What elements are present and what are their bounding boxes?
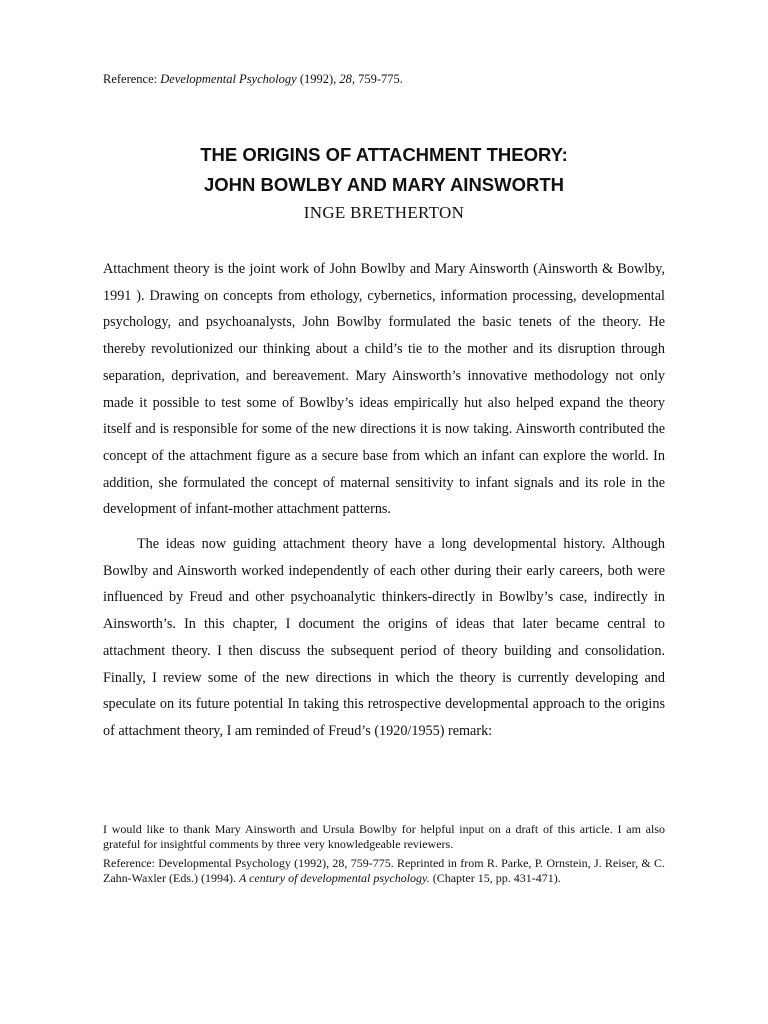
footnote-acknowledgment: I would like to thank Mary Ainsworth and Ursula Bowlby for helpful input on a draft of this article. I am also grateful for insightful comments by three very knowledgeable reviewers. — [103, 822, 665, 851]
paper-title — [103, 140, 665, 200]
reference-journal: Developmental Psychology — [160, 72, 297, 86]
author-name: INGE BRETHERTON — [303, 203, 465, 222]
footnote — [103, 822, 665, 885]
body-text — [103, 256, 665, 745]
paragraph-1: Attachment theory is the joint work of John Bowlby and Mary Ainsworth (Ainsworth & Bowlby, 1991 ). Drawing on concepts from ethology, cybernetics, information processing, developmental psychology, and psychoanalysts, John Bowlby formulated the basic tenets of the theory. He thereby revolutionized our thinking about a child’s tie to the mother and its disruption through separation, deprivation, and bereavement. Mary Ainsworth’s innovative methodology not only made it possible to test some of Bowlby’s ideas empirically hut also helped expand the theory itself and is responsible for some of the new directions it is now taking. Ainsworth contributed the concept of the attachment figure as a secure base from which an infant can explore the world. In addition, she formulated the concept of maternal sensitivity to infant signals and its role in the development of infant-mother attachment patterns. — [103, 261, 665, 518]
footnote-reference-prefix: Reference: Developmental Psychology (1992), 28, 759-775. Reprinted in from R. Parke, P. Ornstein, J. Reiser, & C. Zahn-Waxler (Eds.) (1994). — [103, 856, 665, 885]
reference-label: Reference: — [103, 72, 158, 86]
title-line-2: JOHN BOWLBY AND MARY AINSWORTH — [203, 174, 565, 195]
top-reference-line — [103, 72, 403, 87]
reference-volume: 28, — [339, 72, 356, 86]
footnote-reference — [103, 856, 665, 885]
footnote-reference-book: A century of developmental psychology. — [238, 870, 430, 885]
title-line-1: THE ORIGINS OF ATTACHMENT THEORY: — [200, 144, 568, 165]
reference-year: (1992), — [299, 72, 337, 86]
reference-pages: 759-775. — [358, 72, 403, 86]
footnote-reference-suffix: (Chapter 15, pp. 431-471). — [432, 870, 561, 885]
paragraph-2: The ideas now guiding attachment theory have a long developmental history. Although Bowlby and Ainsworth worked independently of each other during their early careers, both were influenced by Freud and other psychoanalytic thinkers-directly in Bowlby’s case, indirectly in Ainsworth’s. In this chapter, I document the origins of ideas that later became central to attachment theory. I then discuss the subsequent period of theory building and consolidation. Finally, I review some of the new directions in which the theory is currently developing and speculate on its future potential In taking this retrospective developmental approach to the origins of attachment theory, I am reminded of Freud’s (1920/1955) remark: — [103, 536, 665, 739]
